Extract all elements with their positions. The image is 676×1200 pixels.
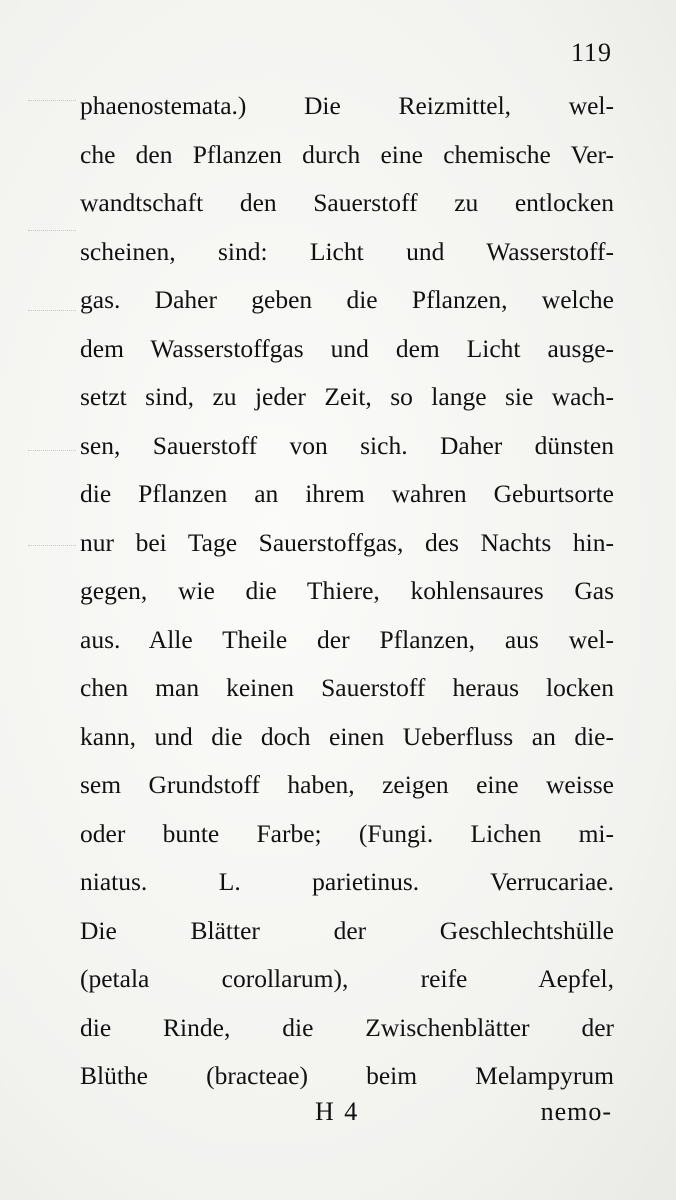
margin-bleed-mark [28, 100, 76, 115]
margin-bleed-mark [28, 310, 76, 325]
text-line: kann, und die doch einen Ueberfluss an die- [80, 721, 614, 751]
text-line: setzt sind, zu jeder Zeit, so lange sie wach- [80, 382, 614, 411]
text-line: Die Blätter der Geschlechtshülle [80, 915, 614, 945]
text-line: chen man keinen Sauerstoff heraus locken [80, 673, 614, 702]
text-line: phaenostemata.) Die Reizmittel, wel- [80, 91, 614, 120]
text-line: dem Wasserstoffgas und dem Licht ausge- [80, 333, 614, 363]
body-text [80, 82, 614, 1101]
catchword: nemo- [540, 1097, 612, 1126]
text-line: che den Pflanzen durch eine chemische Ver- [80, 139, 614, 169]
text-line: niatus. L. parietinus. Verrucariae. [80, 867, 614, 896]
text-line: (petala corollarum), reife Aepfel, [80, 964, 614, 993]
text-line: nur bei Tage Sauerstoffgas, des Nachts hin- [80, 527, 614, 557]
page-number: 119 [570, 38, 612, 67]
text-line: sem Grundstoff haben, zeigen eine weisse [80, 770, 614, 799]
text-line: die Pflanzen an ihrem wahren Geburtsorte [80, 479, 614, 508]
margin-bleed-mark [28, 450, 76, 465]
text-line: aus. Alle Theile der Pflanzen, aus wel- [80, 624, 614, 654]
text-line: oder bunte Farbe; (Fungi. Lichen mi- [80, 818, 614, 848]
text-line: die Rinde, die Zwischenblätter der [80, 1012, 614, 1042]
text-line: wandtschaft den Sauerstoff zu entlocken [80, 188, 614, 217]
signature-mark: H 4 [315, 1097, 360, 1126]
text-line: gas. Daher geben die Pflanzen, welche [80, 285, 614, 314]
margin-bleed-mark [28, 230, 76, 245]
text-line: Blüthe (bracteae) beim Melampyrum [80, 1061, 614, 1090]
text-line: gegen, wie die Thiere, kohlensaures Gas [80, 576, 614, 605]
text-line: scheinen, sind: Licht und Wasserstoff- [80, 236, 614, 266]
margin-bleed-mark [28, 545, 76, 560]
text-line: sen, Sauerstoff von sich. Daher dünsten [80, 430, 614, 460]
